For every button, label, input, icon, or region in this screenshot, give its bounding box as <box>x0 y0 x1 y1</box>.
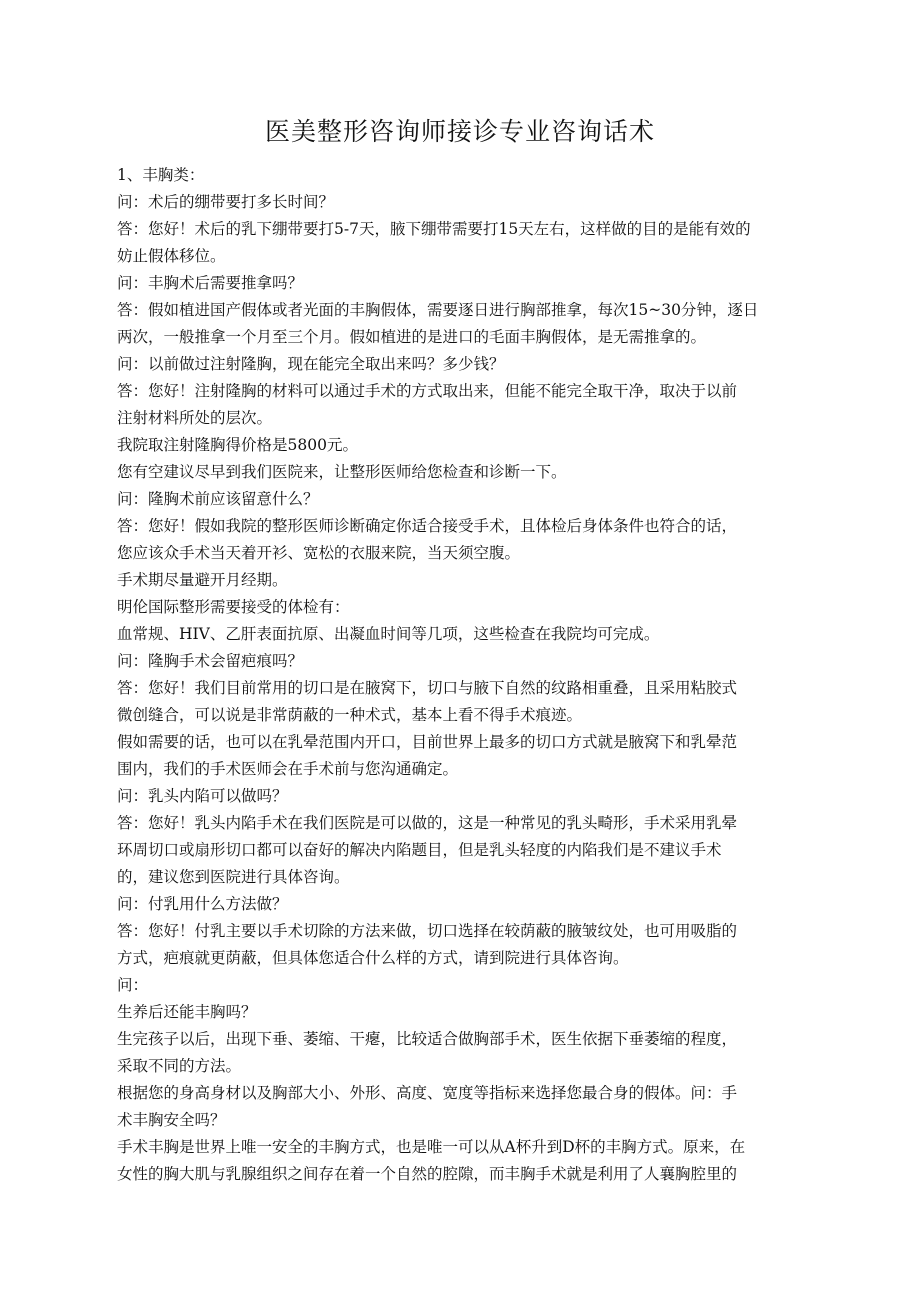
text-line: 生完孩子以后，出现下垂、萎缩、干瘪，比较适合做胸部手术，医生依据下垂萎缩的程度， <box>117 1030 738 1048</box>
text-line: 答：您好！付乳主要以手术切除的方法来做，切口选择在较荫蔽的腋皱纹处，也可用吸脂的 <box>117 922 738 940</box>
text-line: 注射材料所处的层次。 <box>117 409 273 427</box>
text-line: 手术期尽量避开月经期。 <box>117 571 288 589</box>
text-line: 围内，我们的手术医师会在手术前与您沟通确定。 <box>117 760 459 778</box>
text-line: 血常规、HIV、乙肝表面抗原、出凝血时间等几项，这些检查在我院均可完成。 <box>117 625 660 643</box>
text-line: 采取不同的方法。 <box>117 1057 242 1075</box>
text-line: 问：乳头内陷可以做吗？ <box>117 787 288 805</box>
text-line: 答：您好！乳头内陷手术在我们医院是可以做的，这是一种常见的乳头畸形，手术采用乳晕 <box>117 814 738 832</box>
text-line: 微创缝合，可以说是非常荫蔽的一种术式，基本上看不得手术痕迹。 <box>117 706 583 724</box>
text-line: 两次，一般推拿一个月至三个月。假如植进的是进口的毛面丰胸假体，是无需推拿的。 <box>117 328 707 346</box>
text-line: 您应该众手术当天着开衫、宽松的衣服来院，当天须空腹。 <box>117 544 521 562</box>
text-line: 手术丰胸是世界上唯一安全的丰胸方式，也是唯一可以从A杯升到D杯的丰胸方式。原来，在 <box>117 1138 746 1156</box>
text-line: 根据您的身高身材以及胸部大小、外形、高度、宽度等指标来选择您最合身的假体。问：手 <box>117 1084 738 1102</box>
document-title: 医美整形咨询师接诊专业咨询话术 <box>264 117 655 146</box>
text-line: 1、丰胸类： <box>117 166 205 184</box>
text-line: 女性的胸大肌与乳腺组织之间存在着一个自然的腔隙，而丰胸手术就是利用了人襄胸腔里的 <box>117 1165 738 1183</box>
text-line: 答：您好！术后的乳下绷带要打5-7天，腋下绷带需要打15天左右，这样做的目的是能有效的 <box>117 220 751 238</box>
text-line: 答：您好！假如我院的整形医师诊断确定你适合接受手术，且体检后身体条件也符合的话， <box>117 517 738 535</box>
text-line: 明伦国际整形需要接受的体检有： <box>117 598 350 616</box>
text-line: 答：您好！注射隆胸的材料可以通过手术的方式取出来，但能不能完全取干净，取决于以前 <box>117 382 738 400</box>
text-line: 问：付乳用什么方法做？ <box>117 895 288 913</box>
text-line: 问：术后的绷带要打多长时间？ <box>117 193 335 211</box>
text-line: 答：您好！我们目前常用的切口是在腋窝下，切口与腋下自然的纹路相重叠，且采用粘胶式 <box>117 679 738 697</box>
text-line: 问：以前做过注射隆胸，现在能完全取出来吗？多少钱？ <box>117 355 505 373</box>
text-line: 方式，疤痕就更荫蔽，但具体您适合什么样的方式，请到院进行具体咨询。 <box>117 949 629 967</box>
text-line: 问：丰胸术后需要推拿吗？ <box>117 274 304 292</box>
text-line: 妨止假体移位。 <box>117 247 226 265</box>
text-line: 生养后还能丰胸吗？ <box>117 1003 257 1021</box>
text-line: 环周切口或扇形切口都可以奋好的解决内陷题目，但是乳头轻度的内陷我们是不建议手术 <box>117 841 722 859</box>
text-line: 问： <box>117 976 149 994</box>
text-line: 术丰胸安全吗？ <box>117 1111 226 1129</box>
text-line: 问：隆胸术前应该留意什么？ <box>117 490 319 508</box>
text-line: 答：假如植进国产假体或者光面的丰胸假体，需要逐日进行胸部推拿，每次15~30分钟，逐日 <box>117 301 759 319</box>
text-line: 您有空建议尽早到我们医院来，让整形医师给您检查和诊断一下。 <box>117 463 567 481</box>
text-line: 假如需要的话，也可以在乳晕范围内开口，目前世界上最多的切口方式就是腋窝下和乳晕范 <box>117 733 738 751</box>
text-line: 的，建议您到医院进行具体咨询。 <box>117 868 350 886</box>
text-line: 问：隆胸手术会留疤痕吗？ <box>117 652 304 670</box>
text-line: 我院取注射隆胸得价格是5800元。 <box>117 436 358 454</box>
document-body <box>117 162 807 1188</box>
